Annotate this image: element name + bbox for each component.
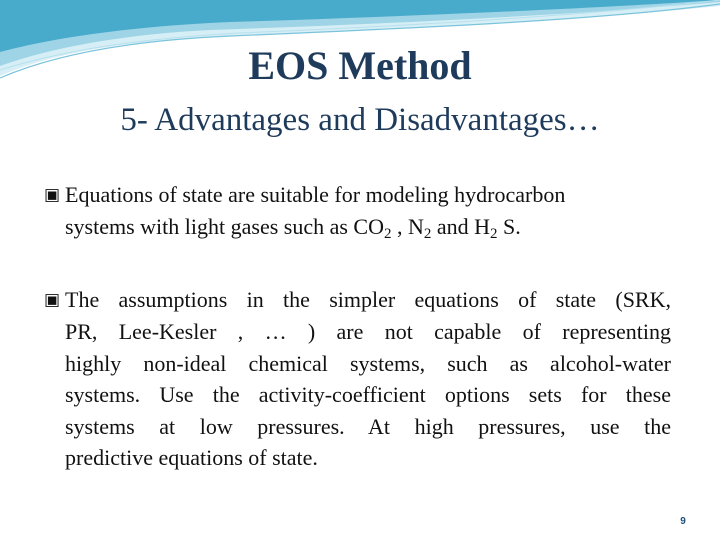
bullet-text: , N bbox=[391, 214, 424, 240]
bullet-line: highly non-ideal chemical systems, such as alcohol-water bbox=[65, 350, 671, 376]
bullet-line: systems at low pressures. At high pressures, use the bbox=[65, 413, 671, 439]
bullet-text: systems with light gases such as CO bbox=[65, 214, 384, 240]
bullet-simpler-eos-limitations bbox=[44, 284, 671, 473]
bullet-line: PR, Lee-Kesler , … ) are not capable of representing bbox=[65, 319, 671, 345]
bullet-line bbox=[44, 284, 671, 316]
bullet-line: predictive equations of state. bbox=[65, 445, 318, 471]
bullet-line bbox=[44, 211, 671, 242]
bullet-text: The assumptions in the simpler equations of state (SRK, bbox=[65, 287, 671, 312]
bullet-marker-icon: ▣ bbox=[44, 290, 61, 310]
h2-subscript: 2 bbox=[490, 226, 498, 243]
slide-subtitle: 5- Advantages and Disadvantages… bbox=[120, 102, 600, 138]
bullet-line: systems. Use the activity-coefficient options sets for these bbox=[65, 382, 671, 408]
page-number: 9 bbox=[680, 516, 686, 527]
bullet-line bbox=[44, 179, 671, 211]
bullet-text: Equations of state are suitable for modeling hydrocarbon bbox=[65, 182, 566, 207]
slide-title: EOS Method bbox=[248, 43, 472, 88]
n2-subscript: 2 bbox=[423, 226, 432, 243]
co2-subscript: 2 bbox=[384, 226, 392, 243]
bullet-text: and H bbox=[431, 214, 491, 240]
bullet-text: S. bbox=[497, 214, 521, 240]
bullet-marker-icon: ▣ bbox=[44, 185, 61, 205]
bullet-light-gases bbox=[44, 179, 671, 243]
